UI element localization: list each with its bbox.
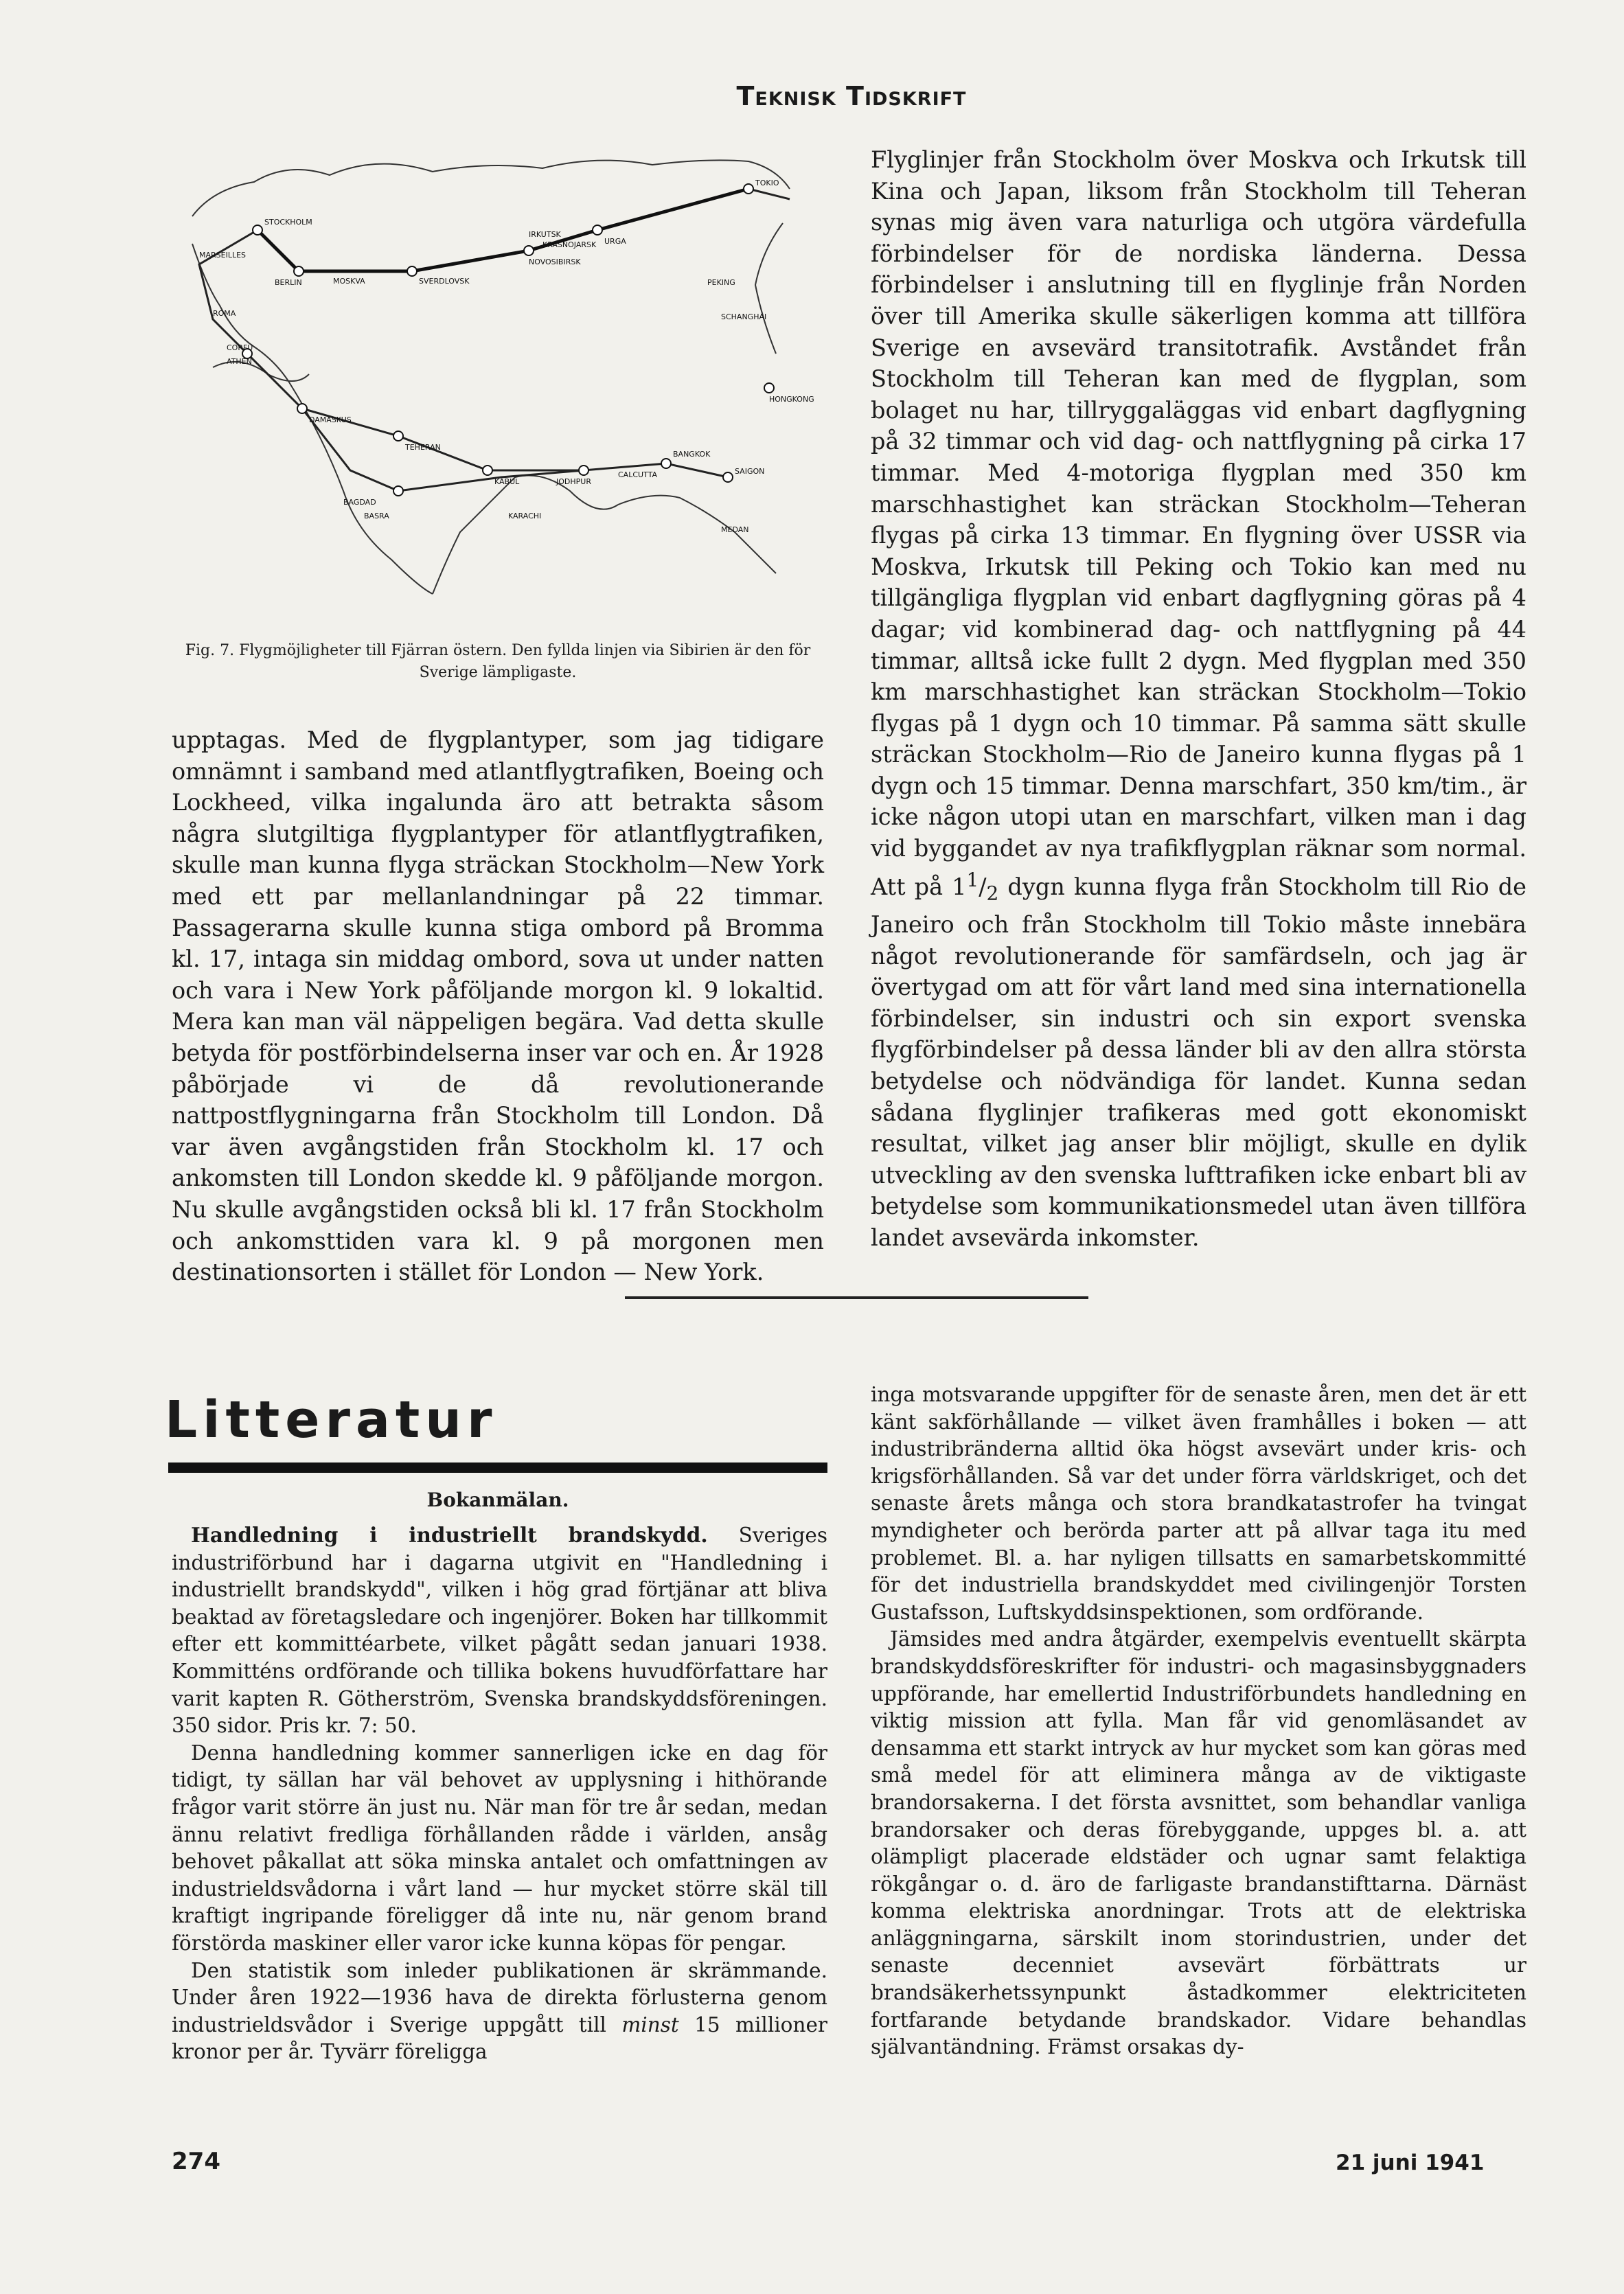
review-column-right (871, 1381, 1526, 2061)
map-label: IRKUTSK (529, 230, 561, 239)
section-divider (625, 1296, 1088, 1299)
review-paragraph: Handledning i industriellt brandskydd. Sveriges industriförbund har i dagarna utgivit en "Handledning i industriellt brandskydd", vilken i hög grad förtjänar att bliva beaktad av företagsledare och ingenjörer. Boken har tillkommit efter ett kommittéarbete, vilket pågått sedan januari 1938. Kommitténs ordförande och tillika bokens huvudförfattare har varit kapten R. Götherström, Svenska brandskyddsföreningen. 350 sidor. Pris kr. 7: 50. (172, 1523, 827, 1738)
map-label: JODHPUR (556, 477, 591, 486)
map-label: MOSKVA (333, 277, 365, 286)
map-label: SAIGON (735, 467, 765, 476)
map-label: SVERDLOVSK (419, 277, 470, 286)
book-title: Handledning i industriellt brandskydd. (191, 1523, 708, 1547)
map-label: KABUL (494, 477, 520, 486)
route-map (172, 148, 824, 628)
map-label: STOCKHOLM (264, 218, 312, 227)
map-label: CALCUTTA (618, 470, 657, 479)
article-column-right (871, 144, 1526, 1254)
map-label: MEDAN (721, 525, 749, 534)
map-label: SCHANGHAI (721, 312, 767, 321)
caption-label: Fig. 7. (185, 642, 235, 659)
article-paragraph: Flyglinjer från Stockholm över Moskva och Irkutsk till Kina och Japan, liksom från Stockholm till Teheran synas mig även vara naturliga och utgöra värdefulla förbindelser för de nordiska länderna. Dessa förbindelser i anslutning till en flyglinje från Norden över till Amerika skulle säkerligen komma att tillföra Sverige en avsevärd transitotrafik. Avståndet från Stockholm till Teheran kan med de flygplan, som bolaget nu har, tillryggaläggas vid enbart dagflygning på 32 timmar och vid dag- och nattflygning på cirka 17 timmar. Med 4-motoriga flygplan med 350 km marschhastighet kan sträckan Stockholm—Teheran flygas på cirka 13 timmar. En flygning över USSR via Moskva, Irkutsk till Peking och Tokio kan med nu tillgängliga flygplan vid enbart dagflygning göras på 4 dagar; vid kombinerad dag- och nattflygning på 44 timmar, alltså icke fullt 2 dygn. Med flygplan med 350 km marschhastighet kan sträckan Stockholm—Tokio flygas på 1 dygn och 10 timmar. På samma sätt skulle sträckan Stockholm—Rio de Janeiro kunna flygas på 1 dygn och 15 timmar. Denna marschfart, 350 km/tim., är icke någon utopi utan en marschfart, vilken man i dag vid byggandet av nya trafikflygplan räknar som normal. Att på $1^1/_2$ dygn kunna flyga från Stockholm till Rio de Janeiro och från Stockholm till Tokio måste innebära något revolutionerande för samfärdseln, och jag är övertygad om att för vårt land med sina internationella förbindelser, sin industri och sin export svenska flygförbindelser på dessa länder bli av den allra största betydelse och nödvändiga för landet. Kunna sedan sådana flyglinjer trafikeras med gott ekonomiskt resultat, vilket jag anser blir möjligt, skulle en dylik utveckling av den svenska lufttrafiken icke enbart bli av betydelse som kommunikationsmedel utan även tillföra landet avsevärda inkomster. (871, 146, 1526, 1252)
map-label: BASRA (364, 512, 389, 520)
map-label: ATHEN (227, 357, 252, 366)
review-paragraph: Denna handledning kommer sannerligen icke en dag för tidigt, ty sällan har väl behovet av upplysning i hithörande frågor varit större än just nu. När man för tre år sedan, medan ännu relativt fredliga förhållanden rådde i världen, ansåg behovet påkallat att söka minska antalet och omfattningen av industrieldsvådorna i vårt land — hur mycket större skäl till kraftigt ingripande föreligger då inte nu, när genom brand förstörda maskiner eller varor icke kunna köpas för pengar. (172, 1741, 827, 1955)
map-label: PEKING (707, 278, 735, 287)
issue-date: 21 juni 1941 (1336, 2150, 1485, 2175)
map-label: KARACHI (508, 512, 542, 520)
section-title-litteratur: Litteratur (165, 1390, 498, 1449)
caption-text: Flygmöjligheter till Fjärran östern. Den fyllda linjen via Sibirien är den för Sverige lämpligaste. (239, 642, 811, 681)
review-column-left (172, 1522, 827, 2066)
article-column-left (172, 724, 824, 1288)
review-paragraph: Den statistik som inleder publikationen är skrämmande. Under åren 1922—1936 hava de direkta förlusterna genom industrieldsvådor i Sverige uppgått till minst 15 millioner kronor per år. Tyvärr föreligga (172, 1958, 828, 2064)
section-title-bar (168, 1463, 827, 1473)
review-paragraph: inga motsvarande uppgifter för de senaste åren, men det är ett känt sakförhållande — vilket även framhålles i boken — att industribränderna alltid öka högst avsevärt under kris- och krigsförhållanden. Så var det under förra världskriget, och det senaste årets många och stora brandkatastrofer ha tvingat myndigheter och berörda parter att på allvar taga itu med problemet. Bl. a. har nyligen tillsatts en samarbetskommitté för det industriella brandskyddet med civilingenjör Torsten Gustafsson, Luftskyddsinspektionen, som ordförande. (871, 1383, 1526, 1624)
map-label: CORFU (227, 343, 253, 352)
review-paragraph: Jämsides med andra åtgärder, exempelvis eventuellt skärpta brandskyddsföreskrifter för industri- och magasinsbyggnaders uppförande, har emellertid Industriförbundets handledning en viktig mission att fylla. Man får vid genomläsandet av densamma ett starkt intryck av hur mycket som kan göras med små medel för att eliminera många av de viktigaste brandorsakerna. I det första avsnittet, som behandlar vanliga brandorsaker och deras förebyggande, uppges bl. a. att olämpligt placerade eldstäder och ugnar samt felaktiga rökgångar o. d. äro de farligaste brandanstifttarna. Därnäst komma elektriska anordningar. Trots att de elektriska anläggningarna, särskilt inom storindustrien, under det senaste decenniet avsevärt förbättrats ur brandsäkerhetssynpunkt åstadkommer elektriciteten fortfarande betydande brandskador. Vidare behandlas självantändning. Främst orsakas dy- (871, 1627, 1526, 2059)
article-paragraph: upptagas. Med de flygplantyper, som jag tidigare omnämnt i samband med atlantflygtrafiken, Boeing och Lockheed, vilka ingalunda äro att betrakta såsom några slutgiltiga flygplantyper för atlantflygtrafiken, skulle man kunna flyga sträckan Stockholm—New York med ett par mellanlandningar på 22 timmar. Passagerarna skulle kunna stiga ombord på Bromma kl. 17, intaga sin middag ombord, sova ut under natten och vara i New York påföljande morgon kl. 9 lokaltid. Mera kan man väl näppeligen begära. Vad detta skulle betyda för postförbindelserna inser var och en. År 1928 påbörjade vi de då revolutionerande nattpostflygningarna från Stockholm till London. Då var även avgångstiden från Stockholm kl. 17 och ankomsten till London skedde kl. 9 påföljande morgon. Nu skulle avgångstiden också bli kl. 17 från Stockholm och ankomsttiden vara kl. 9 på morgonen men destinationsorten i stället för London — New York. (172, 726, 824, 1286)
map-label: ROMA (213, 309, 236, 318)
map-label: KRASNOJARSK (542, 240, 597, 249)
journal-title: Teknisk Tidskrift (736, 81, 967, 111)
map-label: BAGDAD (343, 498, 376, 507)
map-label: TOKIO (755, 179, 779, 187)
subsection-title: Bokanmälan. (426, 1489, 569, 1511)
map-label: MARSEILLES (199, 251, 247, 260)
page-number: 274 (172, 2148, 220, 2175)
map-label: HONGKONG (769, 395, 814, 404)
fraction-one-and-half: $1^1/_2$ (952, 868, 999, 905)
map-label: NOVOSIBIRSK (529, 257, 581, 266)
map-label: URGA (604, 237, 626, 246)
map-label: BERLIN (275, 278, 302, 287)
map-label: TEHERAN (405, 443, 441, 452)
figure-caption (172, 640, 824, 684)
map-label: DAMASKUS (309, 415, 352, 424)
map-label: BANGKOK (673, 450, 711, 459)
